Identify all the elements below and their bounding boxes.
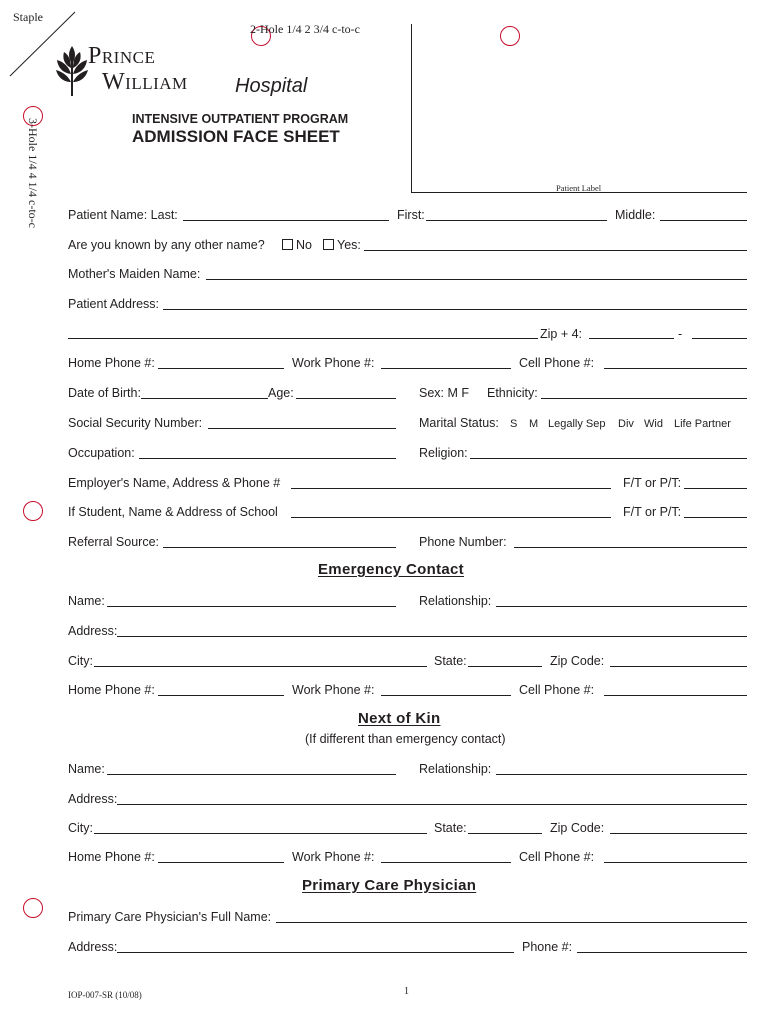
pcp-name-label: Primary Care Physician's Full Name: xyxy=(68,910,272,924)
patient-middle-field[interactable] xyxy=(660,220,747,221)
patient-address-field[interactable] xyxy=(163,309,747,310)
dob-field[interactable] xyxy=(141,398,268,399)
ec-relationship-label: Relationship: xyxy=(419,594,492,608)
ec-state-label: State: xyxy=(434,654,467,668)
logo-william: William xyxy=(102,69,188,95)
pcp-name-field[interactable] xyxy=(276,922,747,923)
marital-option-life-partner[interactable]: Life Partner xyxy=(674,418,731,430)
referral-phone-field[interactable] xyxy=(514,547,747,548)
marital-option-div[interactable]: Div xyxy=(618,418,634,430)
ec-work-phone-label: Work Phone #: xyxy=(292,683,375,697)
patient-first-label: First: xyxy=(397,208,425,222)
nok-zip-field[interactable] xyxy=(610,833,747,834)
patient-address-label: Patient Address: xyxy=(68,297,160,311)
patient-label-caption: Patient Label xyxy=(556,183,602,193)
zip-field[interactable] xyxy=(589,338,674,339)
maiden-name-field[interactable] xyxy=(206,279,747,280)
nok-city-field[interactable] xyxy=(94,833,427,834)
nok-address-label: Address: xyxy=(68,792,118,806)
logo-hospital: Hospital xyxy=(235,75,308,97)
punch-hole-left-middle xyxy=(23,501,43,521)
employer-field[interactable] xyxy=(291,488,611,489)
patient-first-field[interactable] xyxy=(426,220,607,221)
yes-checkbox[interactable] xyxy=(323,239,334,250)
pcp-address-label: Address: xyxy=(68,940,118,954)
student-field[interactable] xyxy=(291,517,611,518)
program-title: INTENSIVE OUTPATIENT PROGRAM xyxy=(132,112,349,126)
form-id: IOP-007-SR (10/08) xyxy=(68,990,142,1000)
next-of-kin-subtitle: (If different than emergency contact) xyxy=(305,732,506,746)
ec-name-label: Name: xyxy=(68,594,105,608)
zip4-label: Zip + 4: xyxy=(540,327,583,341)
next-of-kin-header: Next of Kin xyxy=(358,710,441,727)
occupation-label: Occupation: xyxy=(68,446,135,460)
student-ftpt-field[interactable] xyxy=(684,517,747,518)
page-number: 1 xyxy=(404,986,409,997)
ec-zip-field[interactable] xyxy=(610,666,747,667)
nok-state-field[interactable] xyxy=(468,833,542,834)
religion-field[interactable] xyxy=(470,458,747,459)
ssn-field[interactable] xyxy=(208,428,396,429)
nok-work-phone-label: Work Phone #: xyxy=(292,850,375,864)
ec-address-field[interactable] xyxy=(117,636,747,637)
nok-city-label: City: xyxy=(68,821,93,835)
nok-name-field[interactable] xyxy=(107,774,396,775)
emergency-contact-header: Emergency Contact xyxy=(318,561,464,578)
ethnicity-label: Ethnicity: xyxy=(487,386,538,400)
pcp-address-field[interactable] xyxy=(117,952,514,953)
student-ftpt-label: F/T or P/T: xyxy=(623,505,682,519)
nok-zip-label: Zip Code: xyxy=(550,821,605,835)
referral-field[interactable] xyxy=(163,547,396,548)
other-name-question: Are you known by any other name? xyxy=(68,238,265,252)
nok-cell-phone-field[interactable] xyxy=(604,862,747,863)
religion-label: Religion: xyxy=(419,446,468,460)
marital-option-m[interactable]: M xyxy=(529,418,539,430)
staple-label: Staple xyxy=(13,10,43,24)
label-box-left-edge xyxy=(411,24,412,192)
patient-middle-label: Middle: xyxy=(615,208,656,222)
ec-cell-phone-label: Cell Phone #: xyxy=(519,683,595,697)
age-field[interactable] xyxy=(296,398,396,399)
nok-state-label: State: xyxy=(434,821,467,835)
three-hole-note: 3-Hole 1/4 4 1/4 c-to-c xyxy=(26,118,40,228)
punch-hole-left-bottom xyxy=(23,898,43,918)
other-name-yes[interactable]: Yes: xyxy=(323,237,361,253)
logo-prince: Prince xyxy=(88,43,156,69)
nok-cell-phone-label: Cell Phone #: xyxy=(519,850,595,864)
ec-cell-phone-field[interactable] xyxy=(604,695,747,696)
nok-home-phone-label: Home Phone #: xyxy=(68,850,155,864)
nok-name-label: Name: xyxy=(68,762,105,776)
home-phone-field[interactable] xyxy=(158,368,284,369)
patient-last-field[interactable] xyxy=(183,220,389,221)
punch-hole-top-right xyxy=(500,26,520,46)
ssn-label: Social Security Number: xyxy=(68,416,203,430)
ec-city-field[interactable] xyxy=(94,666,427,667)
two-hole-note: 2-Hole 1/4 2 3/4 c-to-c xyxy=(250,22,360,36)
dob-label: Date of Birth: xyxy=(68,386,141,400)
pcp-phone-label: Phone #: xyxy=(522,940,573,954)
cell-phone-field[interactable] xyxy=(604,368,747,369)
ec-name-field[interactable] xyxy=(107,606,396,607)
nok-work-phone-field[interactable] xyxy=(381,862,511,863)
nok-address-field[interactable] xyxy=(117,804,747,805)
leaf-logo-icon xyxy=(54,44,90,96)
other-name-no[interactable]: No xyxy=(282,237,312,253)
nok-relationship-field[interactable] xyxy=(496,774,747,775)
nok-relationship-label: Relationship: xyxy=(419,762,492,776)
sex-options[interactable]: Sex: M F xyxy=(419,386,470,400)
marital-label: Marital Status: xyxy=(419,416,499,430)
patient-last-label: Patient Name: Last: xyxy=(68,208,178,222)
cell-phone-label: Cell Phone #: xyxy=(519,356,595,370)
marital-option-s[interactable]: S xyxy=(510,418,518,430)
patient-address-line2[interactable] xyxy=(68,338,538,339)
employer-ftpt-label: F/T or P/T: xyxy=(623,476,682,490)
zip4-field[interactable] xyxy=(692,338,747,339)
ethnicity-field[interactable] xyxy=(541,398,747,399)
nok-home-phone-field[interactable] xyxy=(158,862,284,863)
ec-city-label: City: xyxy=(68,654,93,668)
employer-label: Employer's Name, Address & Phone # xyxy=(68,476,281,490)
ec-zip-label: Zip Code: xyxy=(550,654,605,668)
referral-label: Referral Source: xyxy=(68,535,160,549)
ec-home-phone-label: Home Phone #: xyxy=(68,683,155,697)
pcp-phone-field[interactable] xyxy=(577,952,747,953)
no-checkbox[interactable] xyxy=(282,239,293,250)
ec-relationship-field[interactable] xyxy=(496,606,747,607)
ec-home-phone-field[interactable] xyxy=(158,695,284,696)
ec-state-field[interactable] xyxy=(468,666,542,667)
home-phone-label: Home Phone #: xyxy=(68,356,155,370)
referral-phone-label: Phone Number: xyxy=(419,535,507,549)
work-phone-field[interactable] xyxy=(381,368,511,369)
marital-option-legally-sep[interactable]: Legally Sep xyxy=(548,418,606,430)
occupation-field[interactable] xyxy=(139,458,396,459)
page-title: ADMISSION FACE SHEET xyxy=(132,127,340,146)
maiden-name-label: Mother's Maiden Name: xyxy=(68,267,201,281)
pcp-header: Primary Care Physician xyxy=(302,877,477,894)
other-name-field[interactable] xyxy=(364,250,747,251)
zip-dash: - xyxy=(678,327,683,341)
ec-address-label: Address: xyxy=(68,624,118,638)
ec-work-phone-field[interactable] xyxy=(381,695,511,696)
marital-option-wid[interactable]: Wid xyxy=(644,418,663,430)
student-label: If Student, Name & Address of School xyxy=(68,505,278,519)
work-phone-label: Work Phone #: xyxy=(292,356,375,370)
age-label: Age: xyxy=(268,386,294,400)
employer-ftpt-field[interactable] xyxy=(684,488,747,489)
